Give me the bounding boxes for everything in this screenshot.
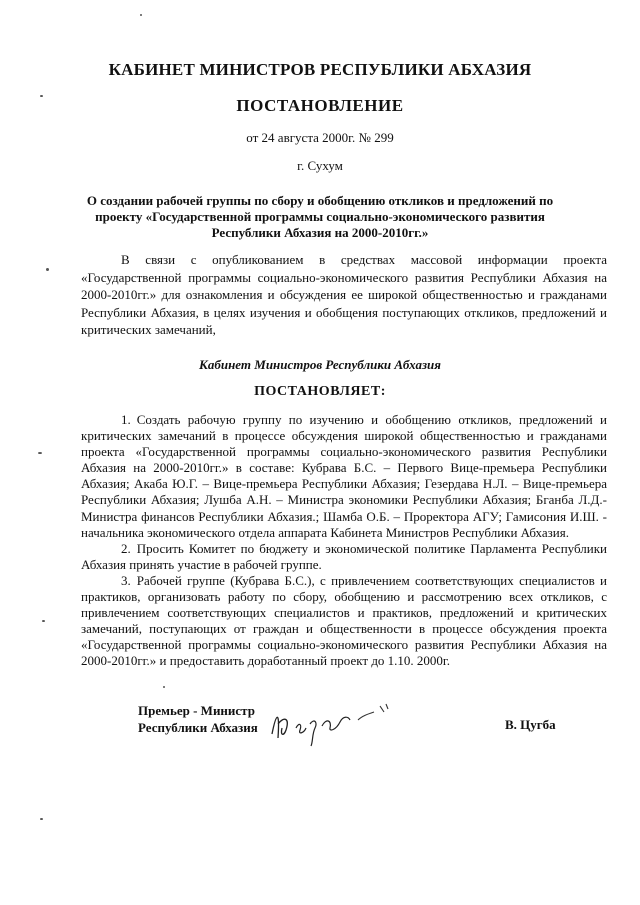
date-line: от 24 августа 2000г. № 299 xyxy=(246,130,394,145)
resolution-item xyxy=(81,412,607,541)
cabinet-line: Кабинет Министров Республики Абхазия xyxy=(199,357,441,372)
handwritten-signature xyxy=(266,694,406,748)
subject-line: Республики Абхазия на 2000-2010гг.» xyxy=(211,225,429,240)
scan-speck xyxy=(38,452,42,454)
signatory-title xyxy=(138,702,258,736)
signatory-title-line: Республики Абхазия xyxy=(138,720,258,735)
subject-line: О создании рабочей группы по сбору и обобщению откликов и предложений по xyxy=(86,193,554,208)
item-number: 2. xyxy=(121,540,131,556)
item-text: Создать рабочую группу по изучению и обобщению откликов, предложений и критических замечаний в процессе обсуждения широкой общественностью и гражданами проекта «Государственной программы социально-экономического развития Республики Абхазия на 2000-2010гг.» в составе: Кубрава Б.С. – Первого Вице-премьера Республики Абхазия; Акаба Ю.Г. – Вице-премьера Республики Абхазия; Гезердава Н.Л. – Вице-премьера Республики Абхазия; Лушба А.Н. – Министра экономики Республики Абхазия; Бганба Л.Д.- Министра финансов Республики Абхазия.; Шамба О.Б. – Проректора АГУ; Гамисония И.Ш. - начальника экономического отдела аппарата Кабинета Министров Республики Абхазия. xyxy=(81,412,607,540)
resolution-item xyxy=(81,541,607,573)
subject-line: проекту «Государственной программы социально-экономического развития xyxy=(95,209,545,224)
signatory-name: В. Цугба xyxy=(505,717,556,732)
scan-speck xyxy=(42,620,45,622)
resolution-item xyxy=(81,573,607,670)
scan-speck xyxy=(40,95,43,97)
city-line: г. Сухум xyxy=(297,158,343,173)
scan-speck xyxy=(163,686,165,688)
scan-speck xyxy=(46,268,49,271)
item-text: Рабочей группе (Кубрава Б.С.), с привлечением соответствующих специалистов и практиков, организовать работу по сбору, обобщению и рассмотрению всех откликов, с привлечением соответствующих специалистов и практиков, предложений и критических замечаний, поступающих от граждан и общественности в процессе обсуждения проекта «Государственной программы социально-экономического развития Республики Абхазия на 2000-2010гг.» и предоставить доработанный проект до 1.10. 2000г. xyxy=(81,572,607,669)
organization-title: КАБИНЕТ МИНИСТРОВ РЕСПУБЛИКИ АБХАЗИЯ xyxy=(108,60,532,79)
preamble-paragraph: В связи с опубликованием в средствах массовой информации проекта «Государственной программы социально-экономического развития Республики Абхазия на 2000-2010гг.» для ознакомления и обсуждения ее широкой общественностью и гражданами Республики Абхазия, в целях изучения и обобщения поступающих откликов, предложений и критических замечаний, xyxy=(81,252,607,338)
scan-speck xyxy=(140,14,142,16)
resolves-heading: ПОСТАНОВЛЯЕТ: xyxy=(254,384,386,399)
resolution-items xyxy=(81,412,607,670)
item-text: Просить Комитет по бюджету и экономической политике Парламента Республики Абхазия принять участие в рабочей группе. xyxy=(81,540,607,572)
signatory-title-line: Премьер - Министр xyxy=(138,703,255,718)
item-number: 3. xyxy=(121,572,131,588)
scan-speck xyxy=(40,818,43,820)
document-subject xyxy=(80,193,560,241)
document-type: ПОСТАНОВЛЕНИЕ xyxy=(236,96,404,115)
item-number: 1. xyxy=(121,412,131,427)
